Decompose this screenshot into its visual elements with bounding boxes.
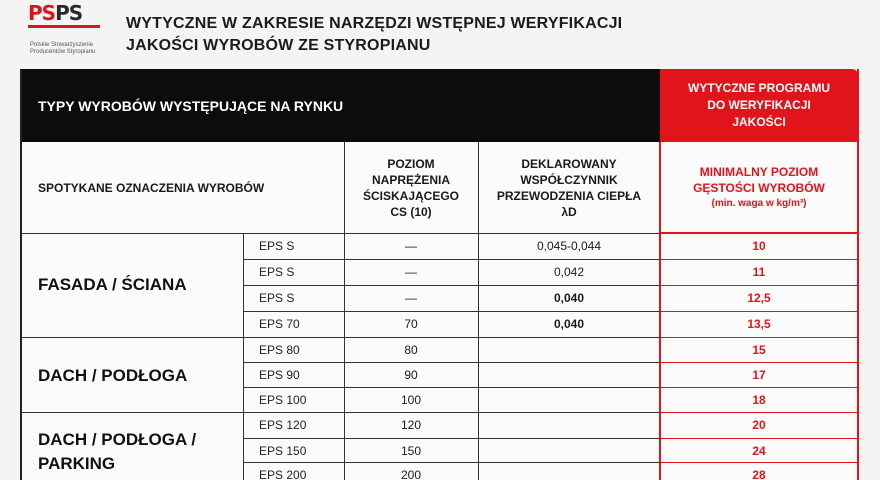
cs-cell: — xyxy=(405,291,417,305)
group-label-roof-floor xyxy=(38,364,187,388)
product-cell: EPS S xyxy=(259,239,295,253)
group-line: PARKING xyxy=(38,454,116,473)
lambda-header-line-3: PRZEWODZENIA CIEPŁA xyxy=(496,188,642,203)
cs-cell: 70 xyxy=(404,317,418,331)
group-label-roof-floor-parking xyxy=(38,428,196,476)
band-right-line-1: WYTYCZNE PROGRAMU xyxy=(688,81,830,95)
lambda-cell xyxy=(478,387,660,413)
cs-cell: — xyxy=(405,265,417,279)
min-density-cell: 15 xyxy=(752,343,766,357)
lambda-header-line-4: λD xyxy=(561,204,577,219)
product-cell: EPS S xyxy=(259,265,295,279)
cs-header-line-4: CS (10) xyxy=(390,204,432,219)
group-label-facade xyxy=(38,273,187,297)
min-density-cell: 17 xyxy=(752,368,766,382)
logo-subtitle: Polskie Stowarzyszenie Producentów Styropianu xyxy=(30,42,96,55)
band-program-guidelines xyxy=(660,69,858,142)
group-line: FASADA / ŚCIANA xyxy=(38,275,187,294)
logo-mark xyxy=(28,2,82,24)
cs-cell: — xyxy=(405,239,417,253)
lambda-cell: 0,045-0,044 xyxy=(536,239,602,253)
title-line-1: WYTYCZNE W ZAKRESIE NARZĘDZI WSTĘPNEJ WERYFIKACJI xyxy=(126,15,623,32)
product-cell: EPS 120 xyxy=(259,418,307,432)
column-header-compressive-stress xyxy=(344,142,478,233)
min-header-line-1: MINIMALNY POZIOM xyxy=(699,164,819,179)
column-header-thermal-conductivity xyxy=(478,142,660,233)
min-density-cell: 11 xyxy=(752,265,766,279)
product-cell: EPS S xyxy=(259,291,295,305)
lambda-cell xyxy=(478,462,660,480)
group-line: DACH / PODŁOGA / xyxy=(38,430,197,449)
min-density-cell: 10 xyxy=(752,239,766,253)
cs-cell: 200 xyxy=(400,468,422,480)
product-cell: EPS 100 xyxy=(259,393,307,407)
lambda-cell xyxy=(478,337,660,363)
page-title xyxy=(126,13,622,57)
cs-cell: 100 xyxy=(400,393,422,407)
product-cell: EPS 90 xyxy=(259,368,300,382)
cs-header-line-1: POZIOM xyxy=(387,156,435,171)
group-line: DACH / PODŁOGA xyxy=(38,366,188,385)
logo-underline xyxy=(28,25,100,28)
title-line-2: JAKOŚCI WYROBÓW ZE STYROPIANU xyxy=(126,37,431,54)
lambda-cell: 0,042 xyxy=(553,265,585,279)
lambda-cell: 0,040 xyxy=(553,317,585,331)
logo-text-dark: PS xyxy=(55,1,83,25)
band-right-line-2: DO WERYFIKACJI xyxy=(707,98,811,112)
header xyxy=(0,0,880,68)
min-density-cell: 20 xyxy=(752,418,766,432)
lambda-cell: 0,040 xyxy=(553,291,585,305)
min-header-line-2: GĘSTOŚCI WYROBÓW xyxy=(693,180,825,195)
cs-cell: 150 xyxy=(400,444,422,458)
cs-cell: 80 xyxy=(404,343,418,357)
cs-cell: 90 xyxy=(404,368,418,382)
min-density-cell: 13,5 xyxy=(747,317,771,331)
min-density-cell: 24 xyxy=(752,444,766,458)
cs-cell: 120 xyxy=(400,418,422,432)
column-header-min-density xyxy=(660,142,858,233)
min-density-cell: 12,5 xyxy=(747,291,771,305)
product-cell: EPS 70 xyxy=(259,317,300,331)
band-market-types: TYPY WYROBÓW WYSTĘPUJĄCE NA RYNKU xyxy=(22,69,660,142)
lambda-cell xyxy=(478,412,660,438)
cs-header-line-3: ŚCISKAJĄCEGO xyxy=(362,188,460,203)
product-cell: EPS 200 xyxy=(259,468,307,480)
lambda-cell xyxy=(478,362,660,388)
cs-header-line-2: NAPRĘŻENIA xyxy=(371,172,450,187)
lambda-header-line-2: WSPÓŁCZYNNIK xyxy=(520,172,618,187)
lambda-header-line-1: DEKLAROWANY xyxy=(521,156,617,171)
logo-text-red: PS xyxy=(28,1,56,25)
min-density-cell: 18 xyxy=(752,393,766,407)
product-cell: EPS 150 xyxy=(259,444,307,458)
psps-logo xyxy=(26,2,116,58)
min-density-cell: 28 xyxy=(752,468,766,480)
min-header-line-3: (min. waga w kg/m³) xyxy=(711,197,807,209)
column-header-designations: SPOTYKANE OZNACZENIA WYROBÓW xyxy=(38,180,265,195)
product-cell: EPS 80 xyxy=(259,343,300,357)
lambda-cell xyxy=(478,438,660,464)
band-right-line-3: JAKOŚCI xyxy=(732,115,786,129)
